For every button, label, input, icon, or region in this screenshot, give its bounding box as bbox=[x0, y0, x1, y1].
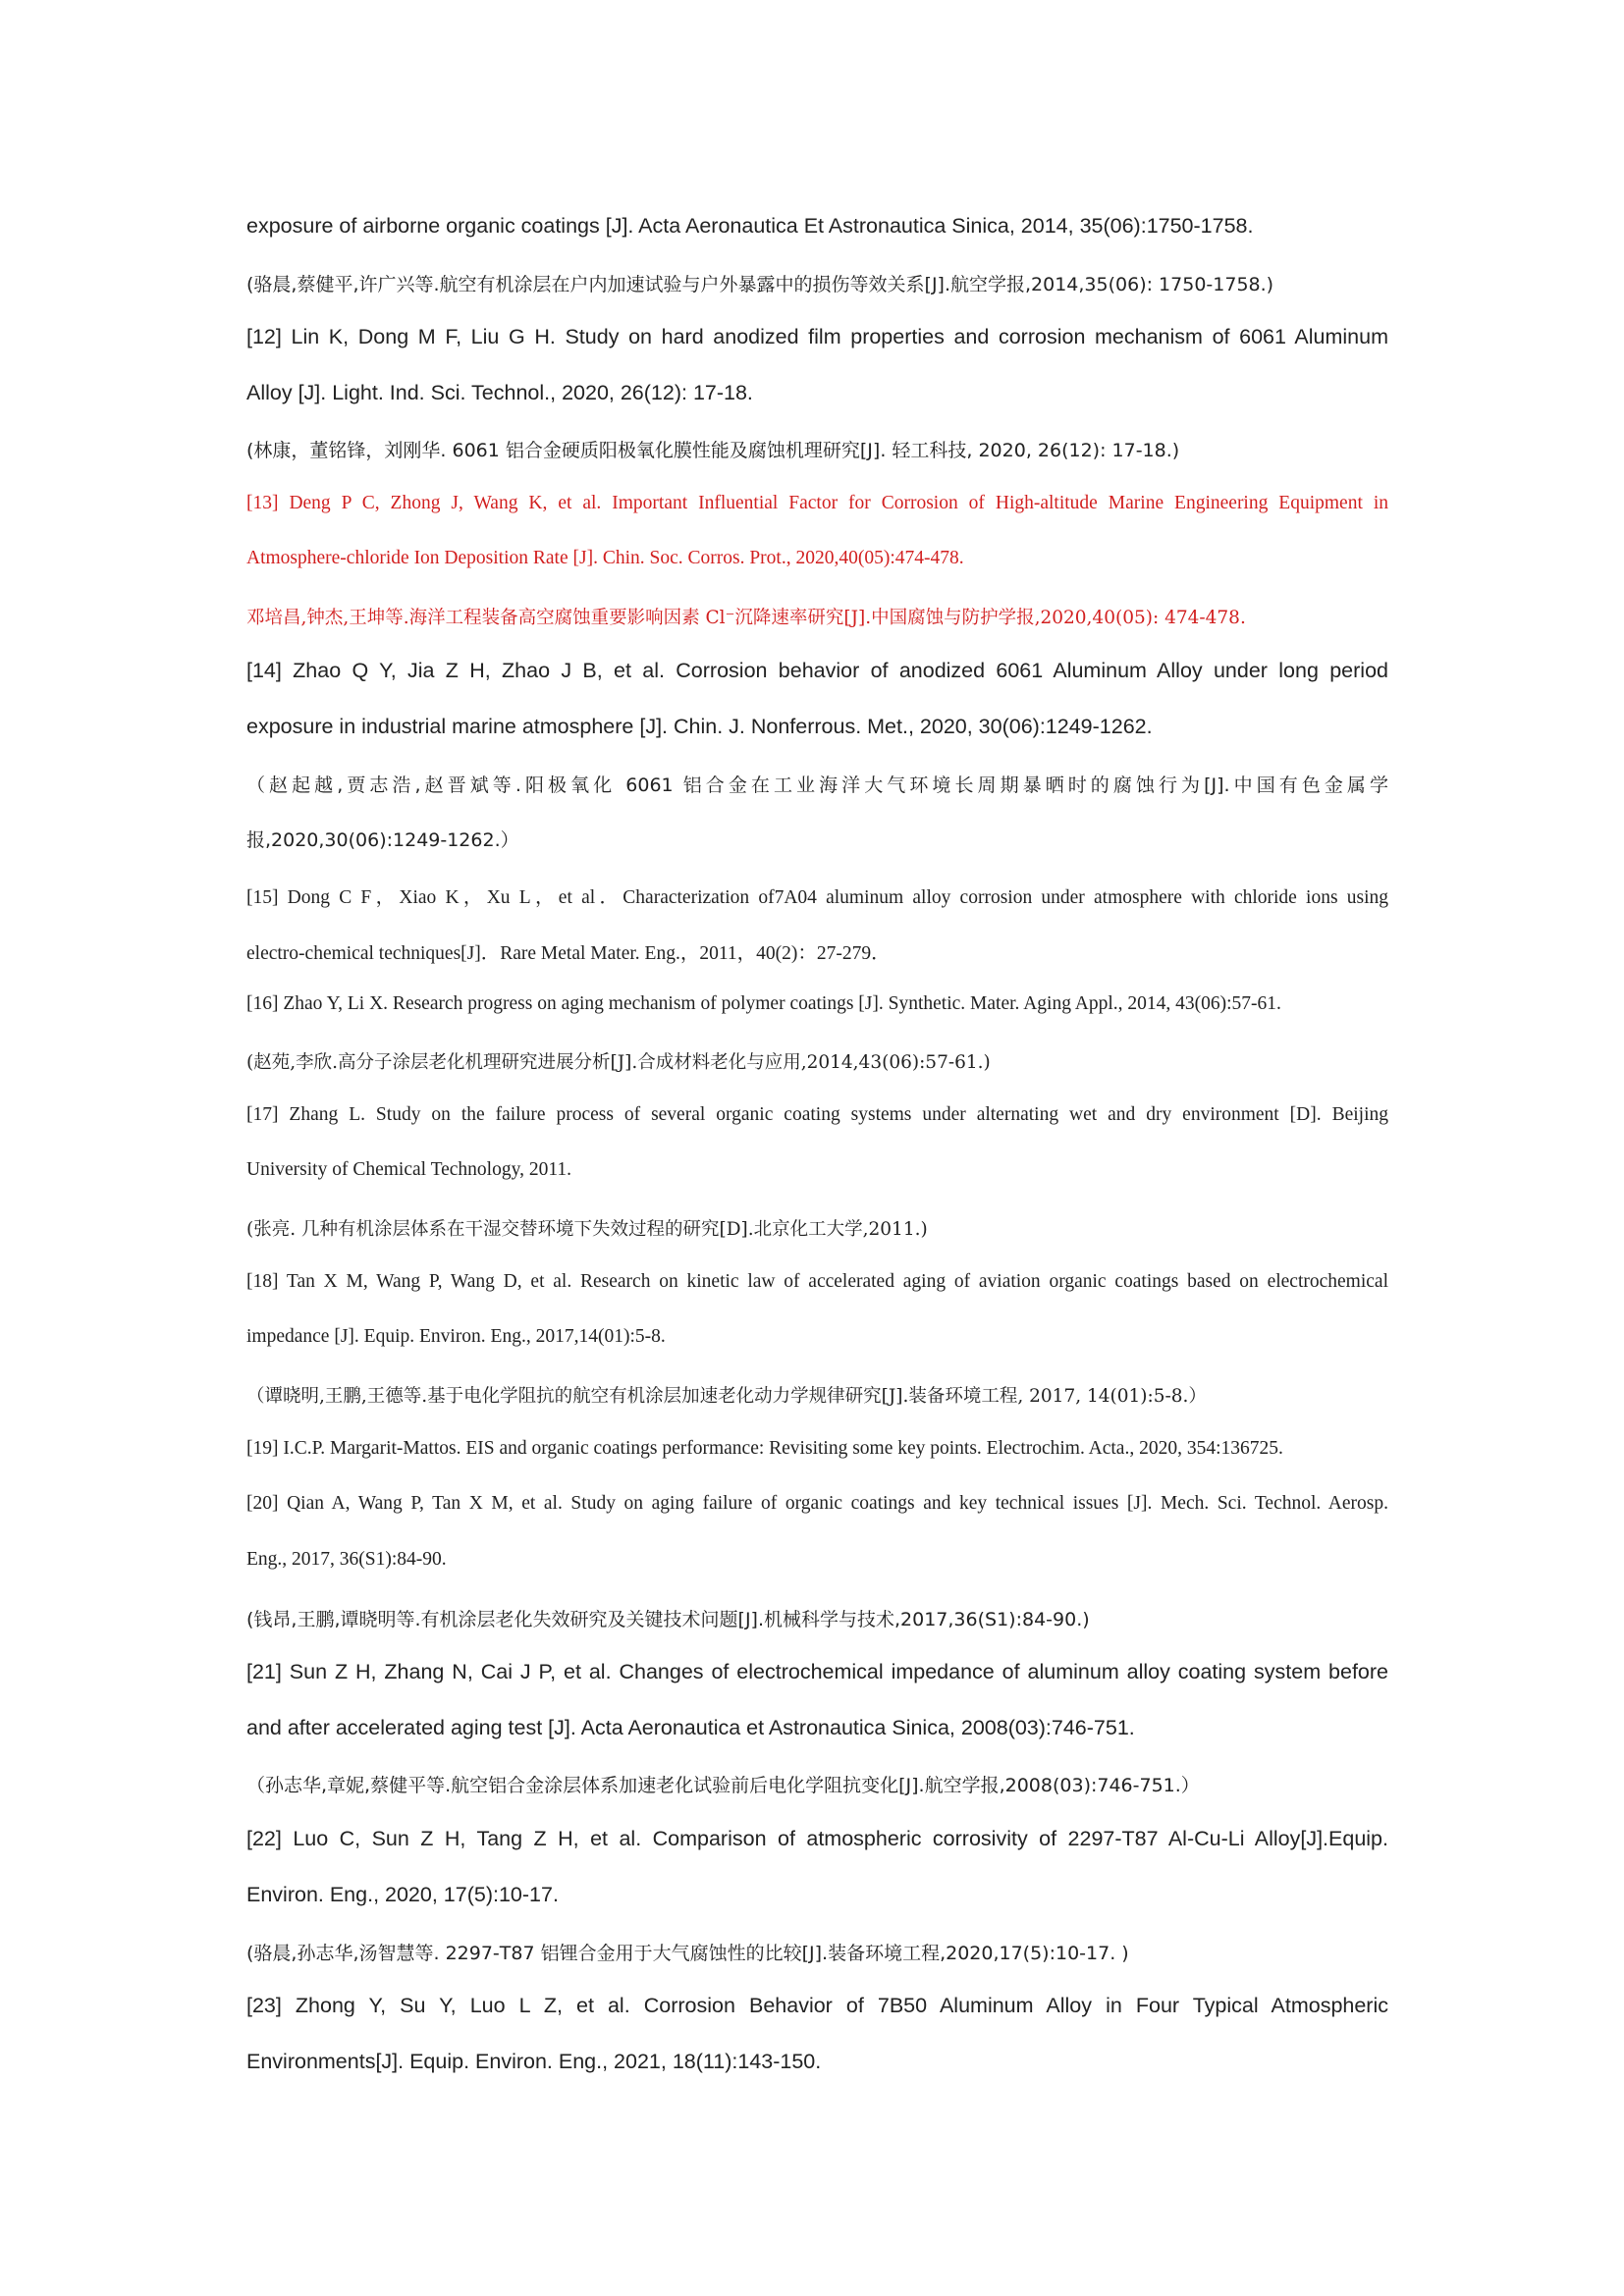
ref-12-line-1: [12] Lin K, Dong M F, Liu G H. Study on hard anodized film properties and corrosion mechanism of 6061 Aluminum bbox=[246, 325, 1388, 348]
ref-17-line-1: [17] Zhang L. Study on the failure process of several organic coating systems under alternating wet and dry environment [D]. Beijing bbox=[246, 1104, 1388, 1125]
ref-16-line-1: [16] Zhao Y, Li X. Research progress on aging mechanism of polymer coatings [J]. Synthetic. Mater. Aging Appl., 2014, 43(06):57-61. bbox=[246, 993, 1281, 1014]
ref-23-line-2: Environments[J]. Equip. Environ. Eng., 2021, 18(11):143-150. bbox=[246, 2050, 822, 2073]
ref-21-line-2: and after accelerated aging test [J]. Acta Aeronautica et Astronautica Sinica, 2008(03):746-751. bbox=[246, 1716, 1135, 1739]
ref-11-line-2: exposure of airborne organic coatings [J]. Acta Aeronautica Et Astronautica Sinica, 2014, 35(06):1750-1758. bbox=[246, 214, 1254, 238]
ref-13-chinese: 邓培昌,钟杰,王坤等.海洋工程装备高空腐蚀重要影响因素 Cl⁻沉降速率研究[J].中国腐蚀与防护学报,2020,40(05): 474-478. bbox=[246, 608, 1246, 628]
ref-14-line-2: exposure in industrial marine atmosphere [J]. Chin. J. Nonferrous. Met., 2020, 30(06):1249-1262. bbox=[246, 715, 1153, 738]
ref-18-line-2: impedance [J]. Equip. Environ. Eng., 2017,14(01):5-8. bbox=[246, 1326, 666, 1347]
ref-11-chinese: (骆晨,蔡健平,许广兴等.航空有机涂层在户内加速试验与户外暴露中的损伤等效关系[J].航空学报,2014,35(06): 1750-1758.) bbox=[246, 274, 1274, 295]
ref-18-chinese: （谭晓明,王鹏,王德等.基于电化学阻抗的航空有机涂层加速老化动力学规律研究[J].装备环境工程, 2017, 14(01):5-8.） bbox=[246, 1386, 1207, 1407]
ref-21-chinese: （孙志华,章妮,蔡健平等.航空铝合金涂层体系加速老化试验前后电化学阻抗变化[J].航空学报,2008(03):746-751.） bbox=[246, 1775, 1200, 1796]
ref-22-chinese: (骆晨,孙志华,汤智慧等. 2297-T87 铝锂合金用于大气腐蚀性的比较[J].装备环境工程,2020,17(5):10-17. ) bbox=[246, 1943, 1129, 1964]
ref-23-line-1: [23] Zhong Y, Su Y, Luo L Z, et al. Corrosion Behavior of 7B50 Aluminum Alloy in Four Typical Atmospheric bbox=[246, 1994, 1388, 2017]
ref-18-line-1: [18] Tan X M, Wang P, Wang D, et al. Research on kinetic law of accelerated aging of aviation organic coatings based on electrochemical bbox=[246, 1271, 1388, 1292]
ref-21-line-1: [21] Sun Z H, Zhang N, Cai J P, et al. Changes of electrochemical impedance of aluminum alloy coating system before bbox=[246, 1660, 1388, 1683]
ref-17-line-2: University of Chemical Technology, 2011. bbox=[246, 1159, 571, 1180]
ref-19-line-1: [19] I.C.P. Margarit-Mattos. EIS and organic coatings performance: Revisiting some key points. Electrochim. Acta., 2020, 354:136725. bbox=[246, 1438, 1283, 1459]
ref-13-line-1: [13] Deng P C, Zhong J, Wang K, et al. Important Influential Factor for Corrosion of High-altitude Marine Engineering Equipment in bbox=[246, 493, 1388, 513]
ref-15-line-1: [15] Dong C F，Xiao K，Xu L，et al．Characterization of7A04 aluminum alloy corrosion under atmosphere with chloride ions using bbox=[246, 887, 1388, 908]
ref-12-line-2: Alloy [J]. Light. Ind. Sci. Technol., 2020, 26(12): 17-18. bbox=[246, 381, 753, 404]
ref-20-line-2: Eng., 2017, 36(S1):84-90. bbox=[246, 1549, 447, 1570]
ref-17-chinese: (张亮. 几种有机涂层体系在干湿交替环境下失效过程的研究[D].北京化工大学,2011.) bbox=[246, 1219, 928, 1240]
ref-12-chinese: (林康，董铭锋，刘刚华. 6061 铝合金硬质阳极氧化膜性能及腐蚀机理研究[J]. 轻工科技, 2020, 26(12): 17-18.) bbox=[246, 440, 1180, 461]
ref-20-chinese: (钱昂,王鹏,谭晓明等.有机涂层老化失效研究及关键技术问题[J].机械科学与技术,2017,36(S1):84-90.) bbox=[246, 1609, 1090, 1630]
ref-16-chinese: (赵苑,李欣.高分子涂层老化机理研究进展分析[J].合成材料老化与应用,2014,43(06):57-61.) bbox=[246, 1052, 991, 1073]
ref-14-chinese-1: （赵起越,贾志浩,赵晋斌等.阳极氧化 6061 铝合金在工业海洋大气环境长周期暴晒时的腐蚀行为[J].中国有色金属学 bbox=[246, 774, 1388, 796]
ref-22-line-2: Environ. Eng., 2020, 17(5):10-17. bbox=[246, 1883, 559, 1906]
ref-13-line-2: Atmosphere-chloride Ion Deposition Rate [J]. Chin. Soc. Corros. Prot., 2020,40(05):474-478. bbox=[246, 548, 964, 568]
ref-22-line-1: [22] Luo C, Sun Z H, Tang Z H, et al. Comparison of atmospheric corrosivity of 2297-T87 Al-Cu-Li Alloy[J].Equip. bbox=[246, 1827, 1388, 1850]
ref-15-line-2: electro-chemical techniques[J]．Rare Metal Mater. Eng.，2011，40(2)：27-279． bbox=[246, 943, 891, 964]
ref-14-line-1: [14] Zhao Q Y, Jia Z H, Zhao J B, et al. Corrosion behavior of anodized 6061 Aluminum Alloy under long period bbox=[246, 659, 1388, 682]
ref-20-line-1: [20] Qian A, Wang P, Tan X M, et al. Study on aging failure of organic coatings and key technical issues [J]. Mech. Sci. Technol. Aerosp. bbox=[246, 1493, 1388, 1514]
ref-14-chinese-2: 报,2020,30(06):1249-1262.） bbox=[246, 829, 519, 851]
